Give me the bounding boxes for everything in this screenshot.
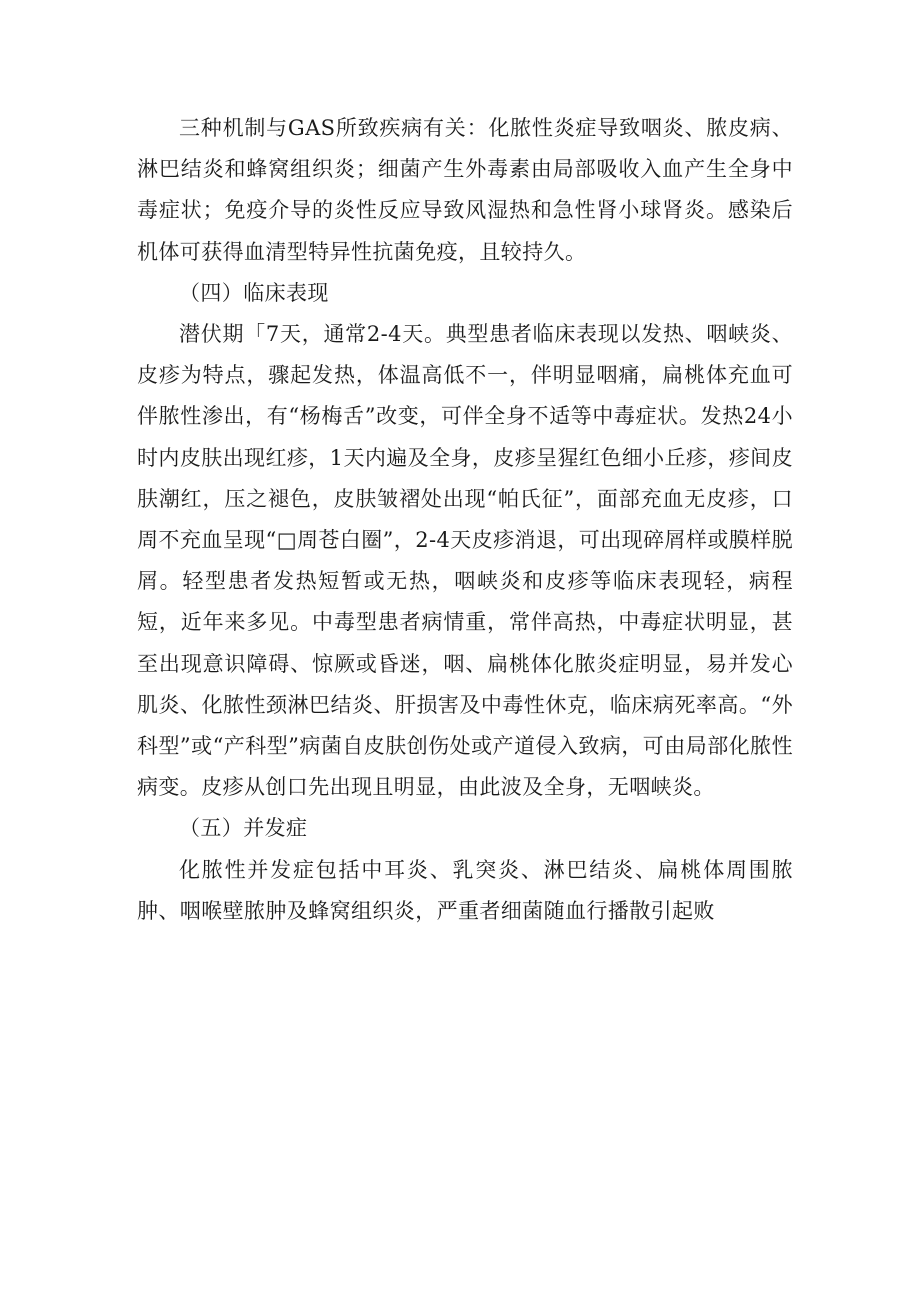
- paragraph-pathogenesis: 三种机制与GAS所致疾病有关：化脓性炎症导致咽炎、脓皮病、淋巴结炎和蜂窝组织炎；细菌产生外毒素由局部吸收入血产生全身中毒症状；免疫介导的炎性反应导致风湿热和急性肾小球肾炎。感染后机体可获得血清型特异性抗菌免疫，且较持久。: [137, 116, 793, 264]
- paragraph-clinical-manifestations: 潜伏期「7天，通常2-4天。典型患者临床表现以发热、咽峡炎、皮疹为特点，骤起发热，体温高低不一，伴明显咽痛，扁桃体充血可伴脓性渗出，有“杨梅舌”改变，可伴全身不适等中毒症状。发热24小时内皮肤出现红疹，1天内遍及全身，皮疹呈猩红色细小丘疹，疹间皮肤潮红，压之褪色，皮肤皱褶处出现“帕氏征”，面部充血无皮疹，口周不充血呈现“□周苍白圈”，2-4天皮疹消退，可出现碎屑样或膜样脱屑。轻型患者发热短暂或无热，咽峡炎和皮疹等临床表现轻，病程短，近年来多见。中毒型患者病情重，常伴高热，中毒症状明显，甚至出现意识障碍、惊厥或昏迷，咽、扁桃体化脓炎症明显，易并发心肌炎、化脓性颈淋巴结炎、肝损害及中毒性休克，临床病死率高。“外科型”或“产科型”病菌自皮肤创伤处或产道侵入致病，可由局部化脓性病变。皮疹从创口先出现且明显，由此波及全身，无咽峡炎。: [137, 322, 793, 800]
- document-body: [137, 108, 793, 932]
- section-heading-complications: （五）并发症: [179, 816, 308, 841]
- section-heading-clinical-manifestations: （四）临床表现: [179, 280, 329, 305]
- paragraph-complications: 化脓性并发症包括中耳炎、乳突炎、淋巴结炎、扁桃体周围脓肿、咽喉壁脓肿及蜂窝组织炎，严重者细菌随血行播散引起败: [137, 857, 793, 923]
